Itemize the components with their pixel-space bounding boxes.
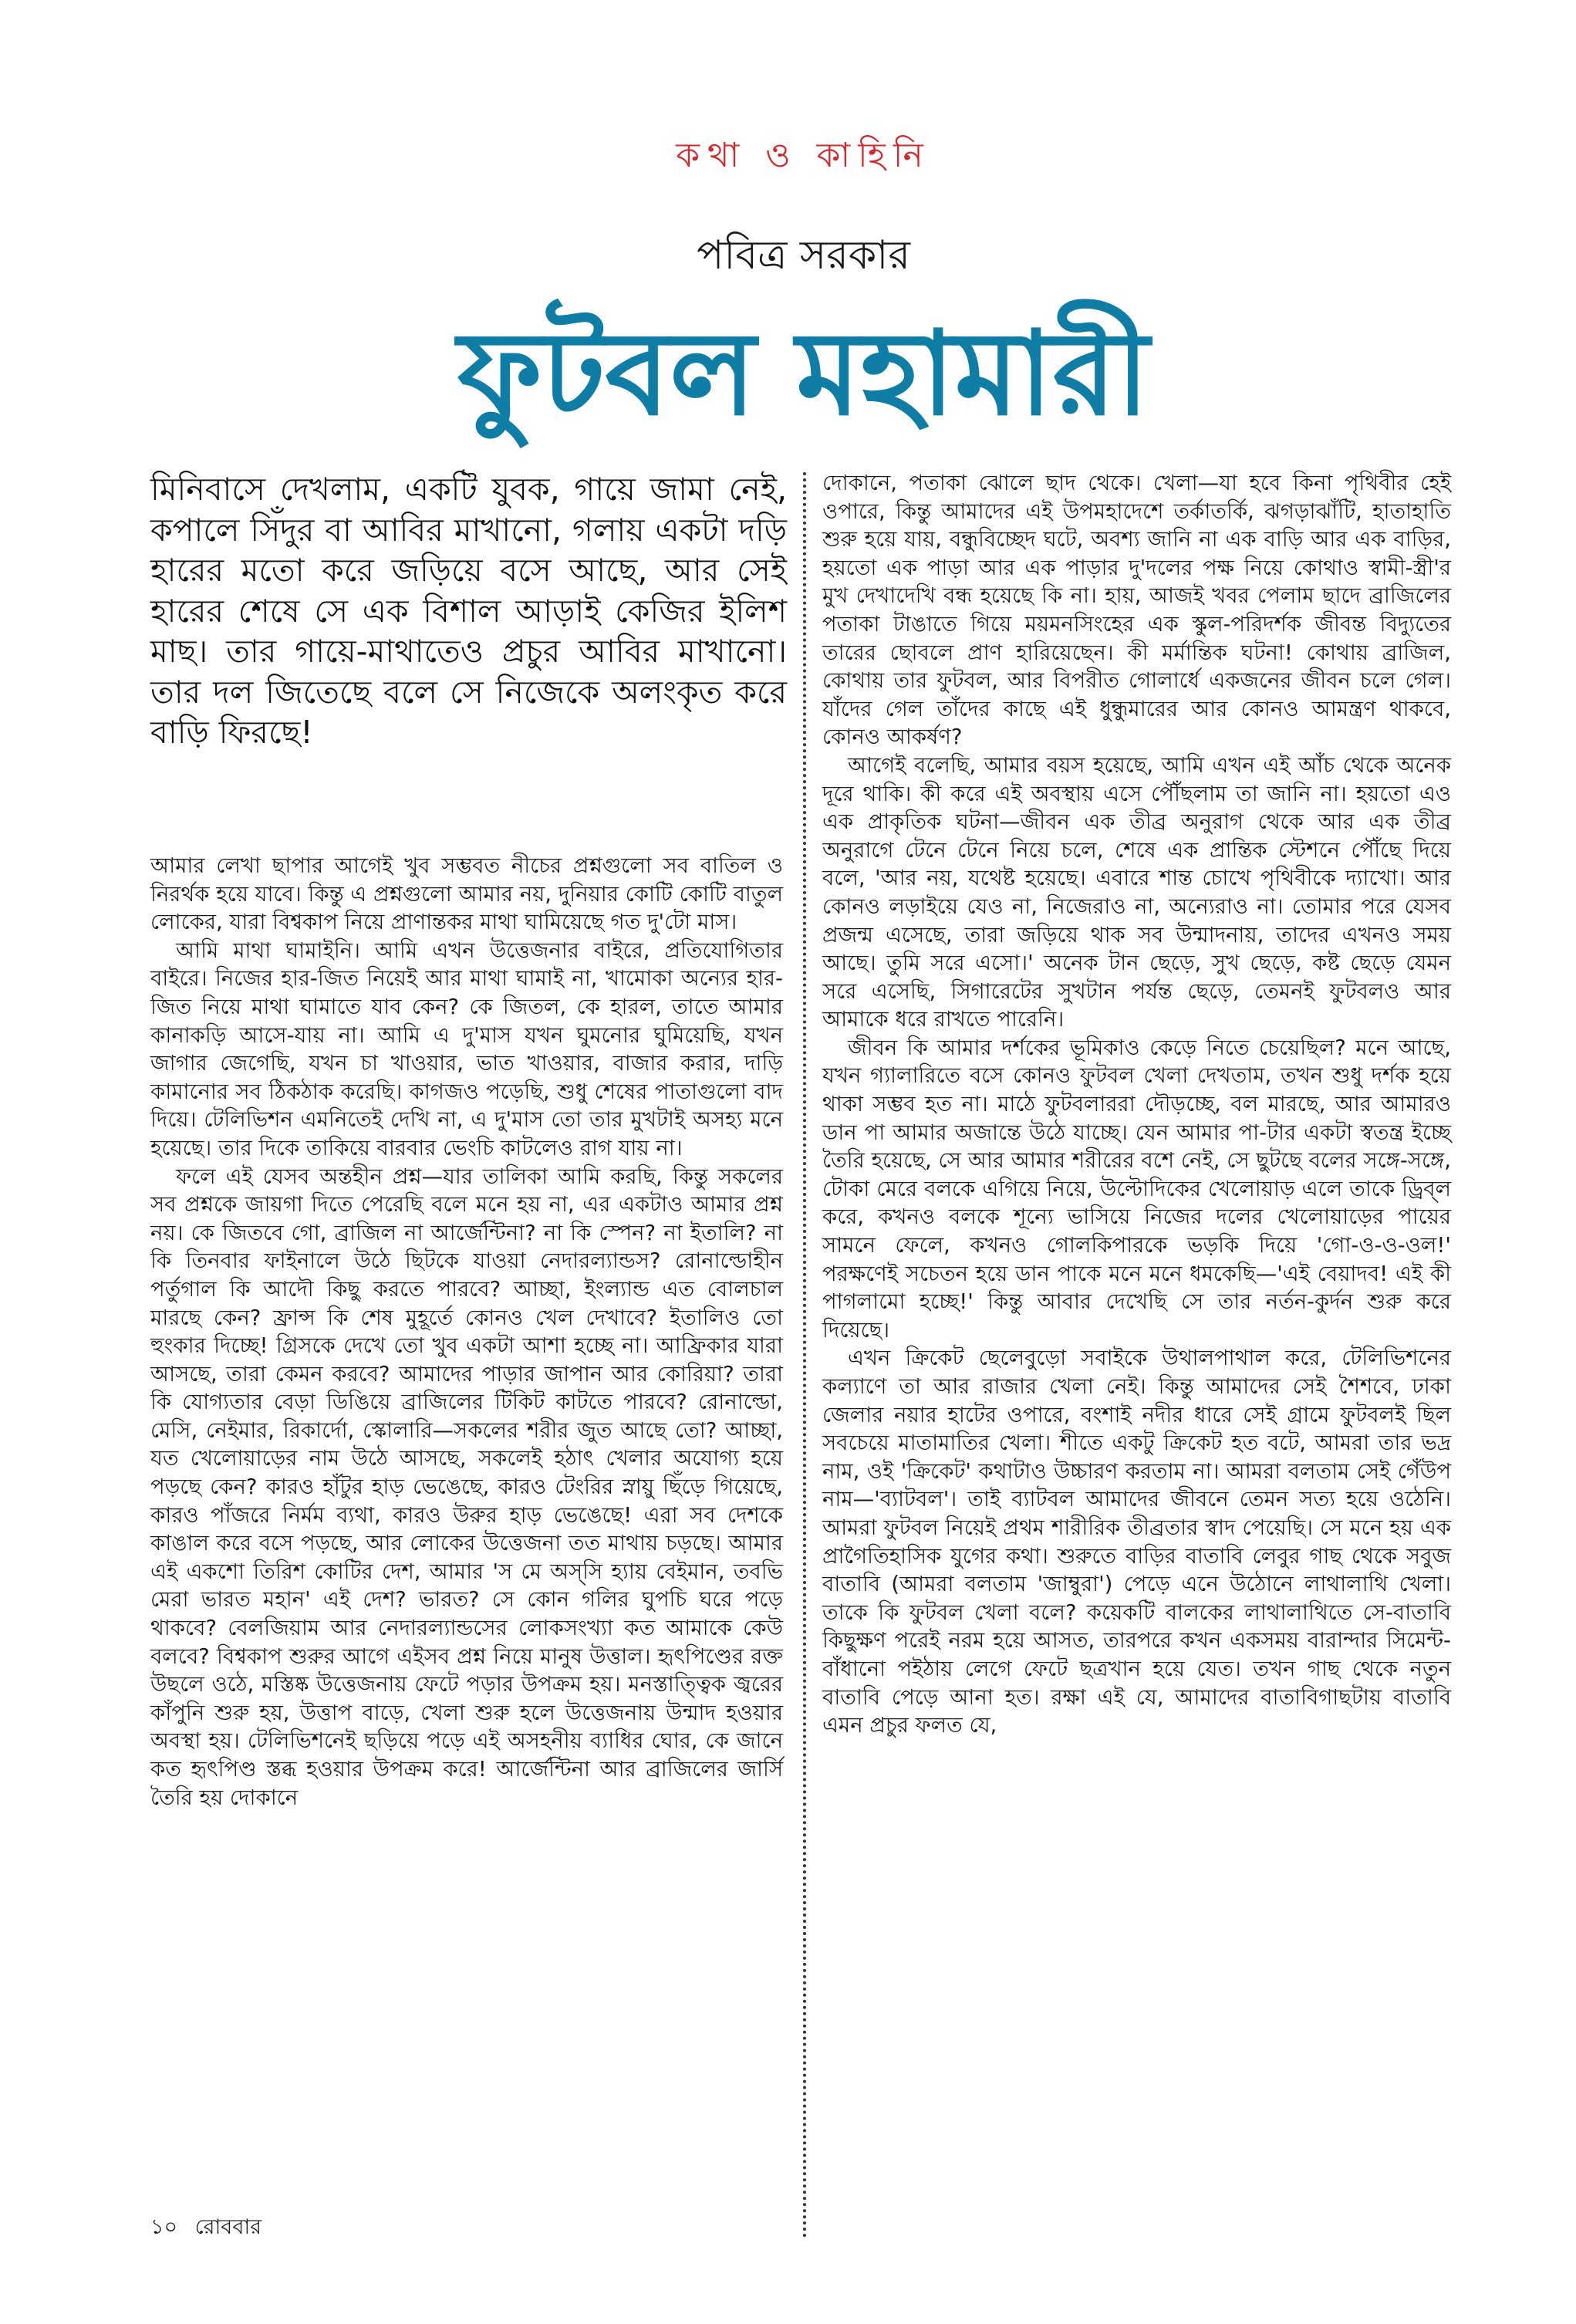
publication-name: রোববার [194, 2215, 262, 2239]
author-name: পবিত্র সরকার [697, 232, 910, 279]
paragraph: এখন ক্রিকেট ছেলেবুড়ো সবাইকে উথালপাথাল করে, টেলিভিশনের কল্যাণে তা আর রাজার খেলা নেই। কিন্তু আমাদের সেই শৈশবে, ঢাকা জেলার নয়ার হাটের ওপারে, বংশাই নদীর ধারে সেই গ্রামে ফুটবলই ছিল সবচেয়ে মাতামাতির খেলা। শীতে একটু ক্রিকেট হত বটে, আমরা তার ভদ্র নাম, ওই 'ক্রিকেট' কথাটাও উচ্চারণ করতাম না। আমরা বলতাম সেই গেঁউপ নাম—'ব্যাটবল'। তাই ব্যাটবল আমাদের জীবনে তেমন সত্য হয়ে ওঠেনি। আমরা ফুটবল নিয়েই প্রথম শারীরিক তীব্রতার স্বাদ পেয়েছি। সে মনে হয় এক প্রাগৈতিহাসিক যুগের কথা। শুরুতে বাড়ির বাতাবি লেবুর গাছ থেকে সবুজ বাতাবি (আমরা বলতাম 'জাম্বুরা') পেড়ে এনে উঠোনে লাথালাথি খেলা। তাকে কি ফুটবল খেলা বলে? কয়েকটি বালকের লাথালাথিতে সে-বাতাবি কিছুক্ষণ পরেই নরম হয়ে আসত, তারপরে কখন একসময় বারান্দার সিমেন্ট-বাঁধানো পইঠায় লেগে ফেটে ছত্রখান হয়ে যেত। তখন গাছ থেকে নতুন বাতাবি পেড়ে আনা হত। রক্ষা এই যে, আমাদের বাতাবিগাছটায় বাতাবি এমন প্রচুর ফলত যে, [822, 1346, 1451, 1738]
body-column-left [150, 852, 783, 1812]
paragraph: আমার লেখা ছাপার আগেই খুব সম্ভবত নীচের প্রশ্নগুলো সব বাতিল ও নিরর্থক হয়ে যাবে। কিন্তু এ প্রশ্নগুলো আমার নয়, দুনিয়ার কোটি কোটি বাতুল লোকের, যারা বিশ্বকাপ নিয়ে প্রাণান্তকর মাথা ঘামিয়েছে গত দু'টো মাস। [150, 853, 783, 935]
column-divider [803, 472, 806, 2239]
paragraph: ফলে এই যেসব অন্তহীন প্রশ্ন—যার তালিকা আমি করছি, কিন্তু সকলের সব প্রশ্নকে জায়গা দিতে পেরেছি বলে মনে হয় না, এর একটাও আমার প্রশ্ন নয়। কে জিতবে গো, ব্রাজিল না আর্জেন্টিনা? না কি স্পেন? না ইতালি? না কি তিনবার ফাইনালে উঠে ছিটকে যাওয়া নেদারল্যান্ডস? রোনাল্ডোহীন পর্তুগাল কি আদৌ কিছু করতে পারবে? আচ্ছা, ইংল্যান্ড এত বোলচাল মারছে কেন? ফ্রান্স কি শেষ মুহূর্তে কোনও খেল দেখাবে? ইতালিও তো হুংকার দিচ্ছে! গ্রিসকে দেখে তো খুব একটা আশা হচ্ছে না। আফ্রিকার যারা আসছে, তারা কেমন করবে? আমাদের পাড়ার জাপান আর কোরিয়া? তারা কি যোগ্যতার বেড়া ডিঙিয়ে ব্রাজিলের টিকিট কাটতে পারবে? রোনাল্ডো, মেসি, নেইমার, রিকার্দো, স্কোলারি—সকলের শরীর জুত আছে তো? আচ্ছা, যত খেলোয়াড়ের নাম উঠে আসছে, সকলেই হঠাৎ খেলার অযোগ্য হয়ে পড়ছে কেন? কারও হাঁটুর হাড় ভেঙেছে, কারও টেংরির স্নায়ু ছিঁড়ে গিয়েছে, কারও পাঁজরে নির্মম ব্যথা, কারও উরুর হাড় ভেঙেছে! এরা সব দেশকে কাঙাল করে বসে পড়ছে, আর লোকের উত্তেজনা তত মাথায় চড়ছে। আমার এই একশো তিরিশ কোটির দেশ, আমার 'স মে অস্‌সি হ্যায় বেইমান, তবভি মেরা ভারত মহান' এই দেশ? ভারত? সে কোন গলির ঘুপচি ঘরে পড়ে থাকবে? বেলজিয়াম আর নেদারল্যান্ডসের লোকসংখ্যা কত আমাকে কেউ বলবে? বিশ্বকাপ শুরুর আগে এইসব প্রশ্ন নিয়ে মানুষ উত্তাল। হৃৎপিণ্ডের রক্ত উছলে ওঠে, মস্তিষ্ক উত্তেজনায় ফেটে পড়ার উপক্রম হয়। মনস্তাত্ত্বিক জ্বরের কাঁপুনি শুরু হয়, উত্তাপ বাড়ে, খেলা শুরু হলে উত্তেজনায় উন্মাদ হওয়ার অবস্থা হয়। টেলিভিশনেই ছড়িয়ে পড়ে এই অসহনীয় ব্যাধির ঘোর, কে জানে কত হৃৎপিণ্ড স্তব্ধ হওয়ার উপক্রম করে! আর্জেন্টিনা আর ব্রাজিলের জার্সি তৈরি হয় দোকানে [150, 1164, 783, 1810]
paragraph: আমি মাথা ঘামাইনি। আমি এখন উত্তেজনার বাইরে, প্রতিযোগিতার বাইরে। নিজের হার-জিত নিয়েই আর মাথা ঘামাই না, খামোকা অন্যের হার-জিত নিয়ে মাথা ঘামাতে যাব কেন? কে জিতল, কে হারল, তাতে আমার কানাকড়ি আসে-যায় না। আমি এ দু'মাস যখন ঘুমনোর ঘুমিয়েছি, যখন জাগার জেগেছি, যখন চা খাওয়ার, ভাত খাওয়ার, বাজার করার, দাড়ি কামানোর সব ঠিকঠাক করেছি। কাগজও পড়েছি, শুধু শেষের পাতাগুলো বাদ দিয়ে। টেলিভিশন এমনিতেই দেখি না, এ দু'মাস তো তার মুখটাই অসহ্য মনে হয়েছে। তার দিকে তাকিয়ে বারবার ভেংচি কাটলেও রাগ যায় না। [150, 937, 783, 1160]
lead-paragraph: মিনিবাসে দেখলাম, একটি যুবক, গায়ে জামা নেই, কপালে সিঁদুর বা আবির মাখানো, গলায় একটা দড়ি হারের মতো করে জড়িয়ে বসে আছে, আর সেই হারের শেষে সে এক বিশাল আড়াই কেজির ইলিশ মাছ। তার গায়ে-মাথাতেও প্রচুর আবির মাখানো। তার দল জিতেছে বলে সে নিজেকে অলংকৃত করে বাড়ি ফিরছে! [150, 471, 787, 751]
article-title: ফুটবল মহামারী [457, 307, 1149, 441]
paragraph: দোকানে, পতাকা ঝোলে ছাদ থেকে। খেলা—যা হবে কিনা পৃথিবীর হেই ওপারে, কিন্তু আমাদের এই উপমহাদেশে তর্কাতর্কি, ঝগড়াঝাঁটি, হাতাহাতি শুরু হয়ে যায়, বন্ধুবিচ্ছেদ ঘটে, অবশ্য জানি না এক বাড়ি আর এক বাড়ির, হয়তো এক পাড়া আর এক পাড়ার দু'দলের পক্ষ নিয়ে কোথাও স্বামী-স্ত্রী'র মুখ দেখাদেখি বন্ধ হয়েছে কি না। হায়, আজই খবর পেলাম ছাদে ব্রাজিলের পতাকা টাঙাতে গিয়ে ময়মনসিংহের এক স্কুল-পরিদর্শক জীবন্ত বিদ্যুতের তারের ছোবলে প্রাণ হারিয়েছেন। কী মর্মান্তিক ঘটনা! কোথায় ব্রাজিল, কোথায় তার ফুটবল, আর বিপরীত গোলার্ধে একজনের জীবন চলে গেল। যাঁদের গেল তাঁদের কাছে এই ধুন্ধুমারের আর কোনও আমন্ত্রণ থাকবে, কোনও আকর্ষণ? [822, 471, 1451, 750]
paragraph: আগেই বলেছি, আমার বয়স হয়েছে, আমি এখন এই আঁচ থেকে অনেক দূরে থাকি। কী করে এই অবস্থায় এসে পৌঁছলাম তা জানি না। হয়তো এও এক প্রাকৃতিক ঘটনা—জীবন এক তীব্র অনুরাগ থেকে আর এক তীব্র অনুরাগে টেনে টেনে নিয়ে চলে, শেষে এক প্রান্তিক স্টেশনে পৌঁছে দিয়ে বলে, 'আর নয়, যথেষ্ট হয়েছে। এবারে শান্ত চোখে পৃথিবীকে দ্যাখো। আর কোনও লড়াইয়ে যেও না, নিজেরাও না, অন্যেরাও না। তোমার পরে যেসব প্রজন্ম এসেছে, তারা জড়িয়ে থাক সব উন্মাদনায়, তাদের এখনও সময় আছে। তুমি সরে এসো।' অনেক টান ছেড়ে, সুখ ছেড়ে, কষ্ট ছেড়ে যেমন সরে এসেছি, সিগারেটের সুখটান পর্যন্ত ছেড়ে, তেমনই ফুটবলও আর আমাকে ধরে রাখতে পারেনি। [822, 752, 1451, 1032]
page-number: ১০ [150, 2215, 178, 2239]
body-column-right [822, 469, 1451, 1740]
section-label: কথা ও কাহিনি [676, 136, 931, 175]
paragraph: জীবন কি আমার দর্শকের ভূমিকাও কেড়ে নিতে চেয়েছিল? মনে আছে, যখন গ্যালারিতে বসে কোনও ফুটবল খেলা দেখতাম, তখন শুধু দর্শক হয়ে থাকা সম্ভব হত না। মাঠে ফুটবলাররা দৌড়চ্ছে, বল মারছে, আর আমারও ডান পা আমার অজান্তে উঠে যাচ্ছে। যেন আমার পা-টার একটা স্বতন্ত্র ইচ্ছে তৈরি হয়েছে, সে আর আমার শরীরের বশে নেই, সে ছুটছে বলের সঙ্গে-সঙ্গে, টোকা মেরে বলকে এগিয়ে নিয়ে, উল্টোদিকের খেলোয়াড় এলে তাকে ড্রিব্‌ল করে, কখনও বলকে শূন্যে ভাসিয়ে নিজের দলের খেলোয়াড়ের পায়ের সামনে ফেলে, কখনও গোলকিপারকে ভড়কি দিয়ে 'গো-ও-ও-ওল!' পরক্ষণেই সচেতন হয়ে ডান পাকে মনে মনে ধমকেছি—'এই বেয়াদব! এই কী পাগলামো হচ্ছে!' কিন্তু আবার দেখেছি সে তার নর্তন-কুর্দন শুরু করে দিয়েছে। [822, 1035, 1451, 1343]
page-footer [150, 2211, 272, 2246]
